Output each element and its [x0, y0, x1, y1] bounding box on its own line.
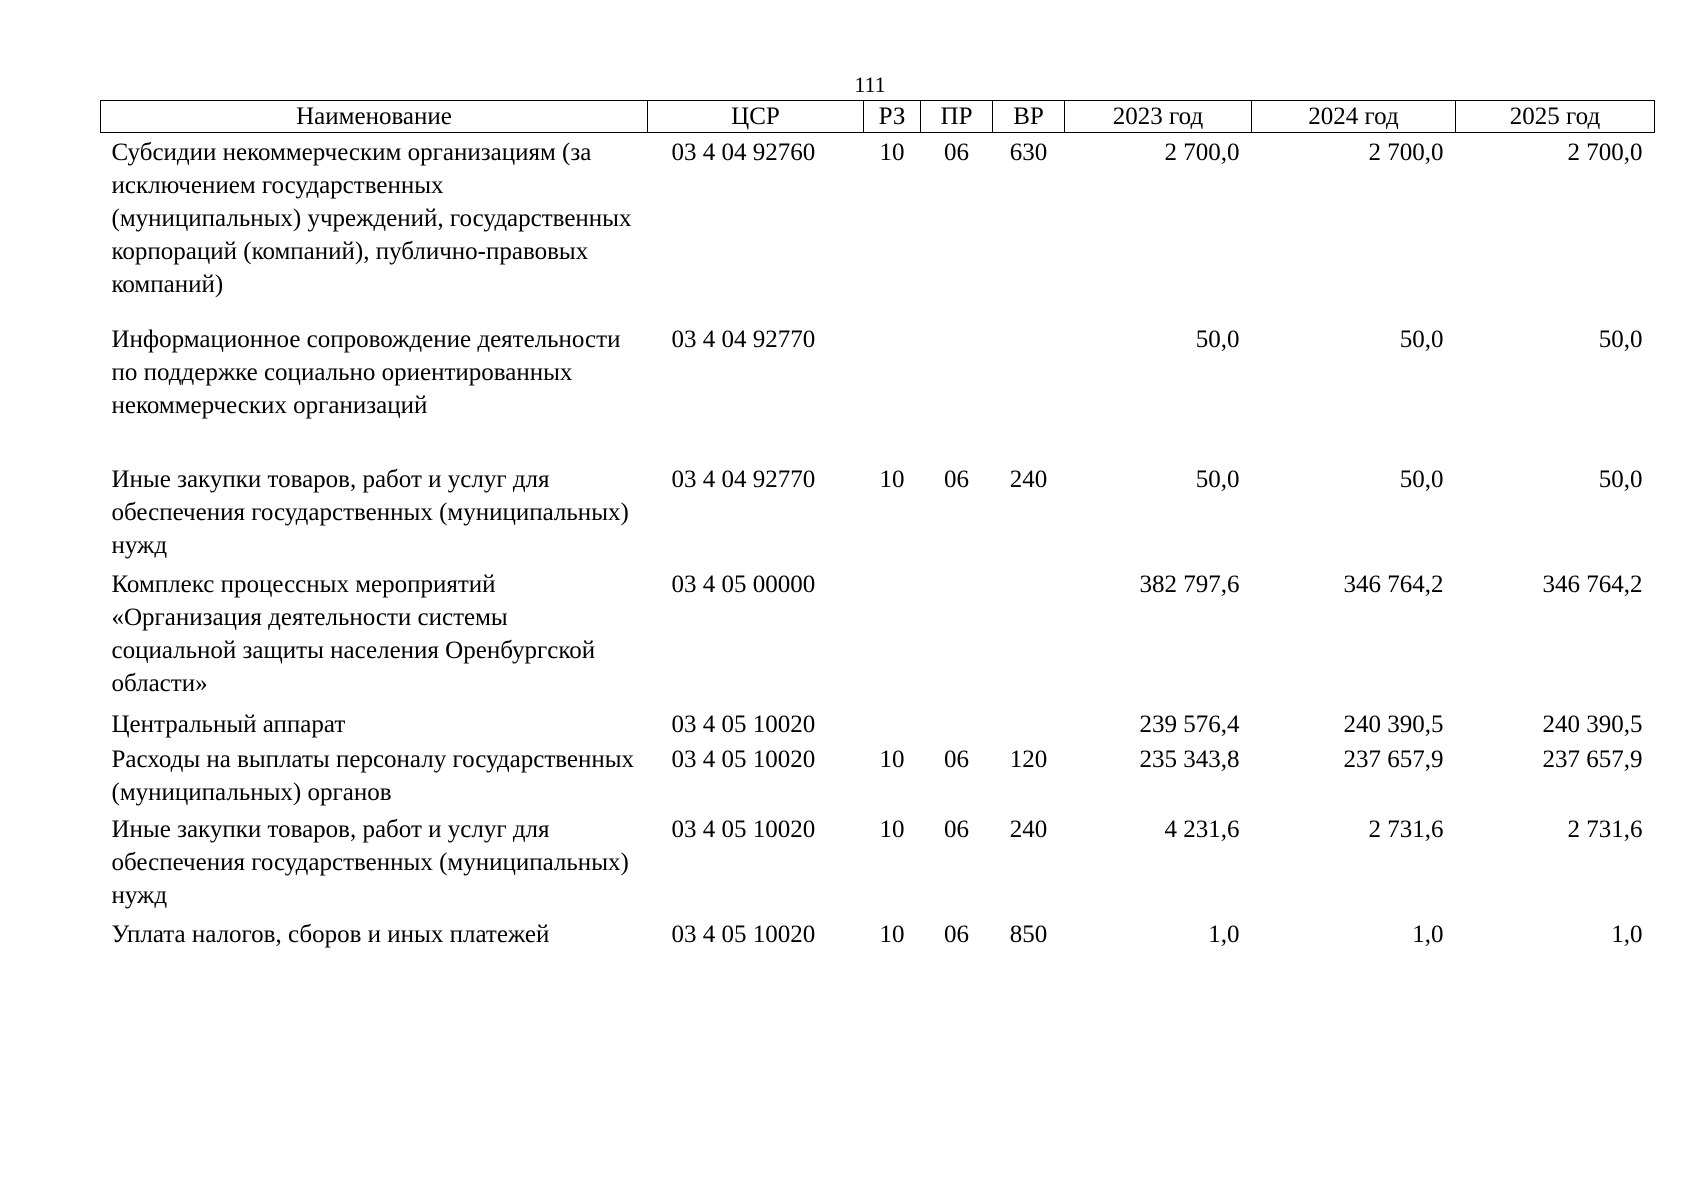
row-csr: 03 4 05 10020 — [671, 745, 816, 773]
row-rz — [864, 708, 921, 743]
row-2023: 2 700,0 — [1164, 139, 1240, 166]
row-name: Центральный аппарат — [111, 710, 346, 738]
header-2024: 2024 год — [1252, 101, 1456, 133]
header-rz: РЗ — [864, 101, 921, 133]
row-2023: 239 576,4 — [1139, 710, 1240, 738]
row-csr: 03 4 04 92760 — [671, 139, 816, 166]
table-header-row — [101, 101, 1655, 133]
row-2025: 50,0 — [1598, 465, 1643, 493]
header-2025: 2025 год — [1456, 101, 1655, 133]
row-vr — [993, 323, 1065, 463]
table-row — [101, 323, 1655, 463]
row-pr — [921, 708, 993, 743]
row-csr: 03 4 05 10020 — [671, 920, 816, 948]
row-vr: 630 — [1009, 139, 1048, 166]
table-row — [101, 743, 1655, 813]
row-2023: 235 343,8 — [1139, 745, 1240, 773]
row-2023: 382 797,6 — [1139, 570, 1240, 598]
row-csr: 03 4 04 92770 — [671, 465, 816, 493]
row-2023: 1,0 — [1208, 920, 1240, 948]
row-2025: 237 657,9 — [1542, 745, 1643, 773]
row-pr: 06 — [944, 815, 969, 843]
row-csr: 03 4 04 92770 — [671, 325, 816, 353]
row-pr — [921, 568, 993, 708]
row-csr: 03 4 05 10020 — [671, 710, 816, 738]
page-number: 111 — [854, 72, 886, 97]
row-2025: 50,0 — [1598, 325, 1643, 353]
row-pr: 06 — [944, 745, 969, 773]
table-row — [101, 133, 1655, 323]
header-vr: ВР — [993, 101, 1065, 133]
row-rz: 10 — [879, 139, 905, 166]
row-2025: 1,0 — [1611, 920, 1643, 948]
row-2024: 240 390,5 — [1343, 710, 1444, 738]
row-rz: 10 — [879, 920, 905, 948]
table-row — [101, 463, 1655, 568]
row-2024: 237 657,9 — [1343, 745, 1444, 773]
row-name: Иные закупки товаров, работ и услуг для обеспечения государственных (муниципальных) нужд — [111, 465, 629, 559]
row-name: Уплата налогов, сборов и иных платежей — [111, 920, 550, 948]
row-csr: 03 4 05 00000 — [671, 570, 816, 598]
row-2025: 346 764,2 — [1542, 570, 1643, 598]
row-rz — [864, 568, 921, 708]
row-pr — [921, 323, 993, 463]
header-2023: 2023 год — [1065, 101, 1252, 133]
row-rz: 10 — [879, 465, 905, 493]
row-2024: 50,0 — [1399, 465, 1444, 493]
row-pr: 06 — [944, 465, 969, 493]
row-2023: 50,0 — [1195, 465, 1240, 493]
row-name: Информационное сопровождение деятельности по поддержке социально ориентированных некоммерческих организаций — [111, 325, 621, 419]
row-pr: 06 — [944, 139, 969, 166]
table-row — [101, 708, 1655, 743]
row-name: Иные закупки товаров, работ и услуг для обеспечения государственных (муниципальных) нужд — [111, 815, 629, 909]
row-vr: 850 — [1009, 920, 1048, 948]
header-pr: ПР — [921, 101, 993, 133]
row-name: Комплекс процессных мероприятий «Организация деятельности системы социальной защиты населения Оренбургской области» — [111, 570, 596, 697]
row-vr: 120 — [1009, 745, 1048, 773]
row-2024: 2 700,0 — [1368, 139, 1444, 166]
row-vr — [993, 568, 1065, 708]
budget-table — [100, 100, 1655, 953]
row-2024: 346 764,2 — [1343, 570, 1444, 598]
row-rz: 10 — [879, 745, 905, 773]
row-2025: 2 700,0 — [1567, 139, 1643, 166]
row-name: Расходы на выплаты персоналу государственных (муниципальных) органов — [111, 745, 635, 806]
row-2023: 50,0 — [1195, 325, 1240, 353]
row-rz — [864, 323, 921, 463]
row-2024: 1,0 — [1412, 920, 1444, 948]
row-vr — [993, 708, 1065, 743]
row-2024: 50,0 — [1399, 325, 1444, 353]
row-2025: 2 731,6 — [1567, 815, 1643, 843]
row-2023: 4 231,6 — [1164, 815, 1240, 843]
row-2024: 2 731,6 — [1368, 815, 1444, 843]
row-csr: 03 4 05 10020 — [671, 815, 816, 843]
table-row — [101, 813, 1655, 918]
header-name: Наименование — [101, 101, 648, 133]
row-vr: 240 — [1009, 815, 1048, 843]
table-row — [101, 918, 1655, 953]
row-rz: 10 — [879, 815, 905, 843]
row-name: Субсидии некоммерческим организациям (за исключением государственных (муниципальных) учреждений, государственных корпораций (компаний), публично-правовых компаний) — [111, 139, 632, 298]
table-row — [101, 568, 1655, 708]
row-vr: 240 — [1009, 465, 1048, 493]
row-2025: 240 390,5 — [1542, 710, 1643, 738]
row-pr: 06 — [944, 920, 969, 948]
header-csr: ЦСР — [648, 101, 864, 133]
